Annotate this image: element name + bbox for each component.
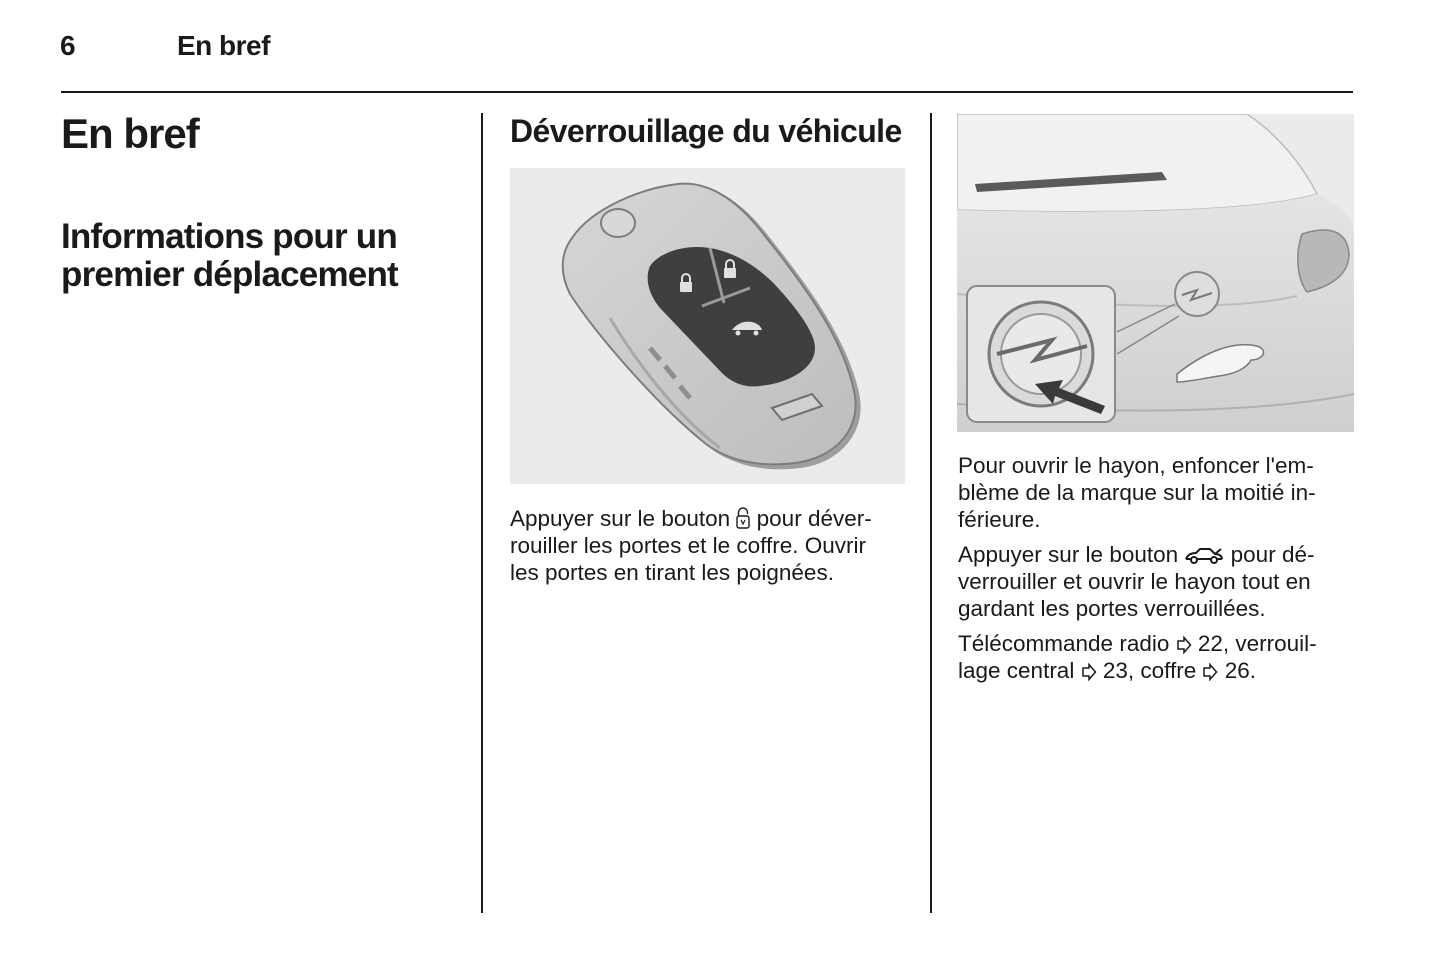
text-segment: pour déver- (750, 506, 872, 531)
reference-arrow-icon (1176, 636, 1192, 654)
page-number: 6 (60, 30, 76, 61)
reference-arrow-icon (1081, 663, 1097, 681)
text-line: Pour ouvrir le hayon, enfoncer l'em- (958, 453, 1314, 478)
tailgate-figure (957, 114, 1354, 432)
remote-key-figure (510, 168, 905, 484)
text-line: férieure. (958, 507, 1041, 532)
page-reference-link[interactable]: 22, verrouil- (1191, 631, 1317, 656)
column-divider-right (930, 113, 932, 913)
page-reference-link[interactable]: 23, coffre (1096, 658, 1203, 683)
unlock-instructions (510, 505, 910, 586)
car-trunk-icon (1184, 547, 1224, 565)
trunk-button-paragraph (958, 541, 1358, 622)
column-divider-left (481, 113, 483, 913)
running-title: En bref (177, 30, 270, 61)
text-line: blème de la marque sur la moitié in- (958, 480, 1316, 505)
text-segment: lage central (958, 658, 1081, 683)
text-segment: Appuyer sur le bouton (958, 542, 1185, 567)
tailgate-open-paragraph (958, 452, 1358, 533)
section-title-line: premier déplacement (61, 255, 398, 294)
unlock-padlock-icon (736, 507, 750, 529)
text-line: rouiller les portes et le coffre. Ouvrir (510, 533, 866, 558)
text-segment: Télécommande radio (958, 631, 1176, 656)
text-line: verrouiller et ouvrir le hayon tout en (958, 569, 1311, 594)
section-title-line: Informations pour un (61, 217, 397, 256)
text-line: gardant les portes verrouillées. (958, 596, 1266, 621)
page-reference-link[interactable]: 26. (1218, 658, 1257, 683)
chapter-title: En bref (61, 110, 199, 157)
section-title (61, 218, 471, 294)
text-segment: Appuyer sur le bouton (510, 506, 737, 531)
tailgate-emblem-illustration (957, 114, 1354, 432)
text-line: les portes en tirant les poignées. (510, 560, 834, 585)
remote-key-fob-illustration (510, 168, 905, 484)
cross-references-paragraph (958, 630, 1358, 684)
reference-arrow-icon (1202, 663, 1218, 681)
text-segment: pour dé- (1224, 542, 1315, 567)
subsection-title: Déverrouillage du véhicule (510, 113, 902, 149)
header-rule (61, 91, 1353, 93)
